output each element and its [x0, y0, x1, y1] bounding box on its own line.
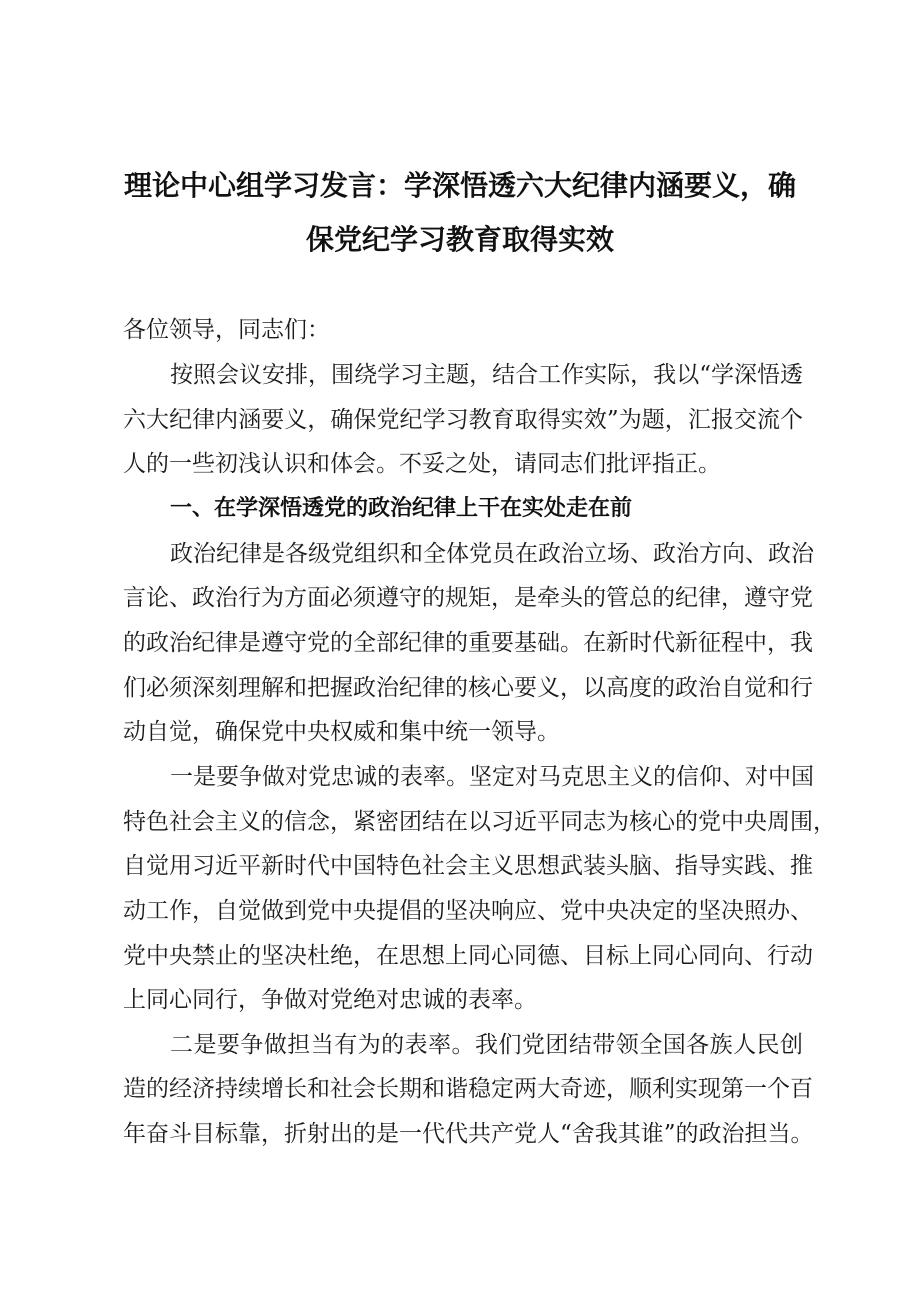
salutation: 各位领导，同志们：	[123, 317, 330, 343]
para2-line-6: 上同心同行，争做对党绝对忠诚的表率。	[123, 987, 537, 1013]
para1-line-1: 政治纪律是各级党组织和全体党员在政治立场、政治方向、政治	[170, 541, 814, 567]
document-title-line-2: 保党纪学习教育取得实效	[305, 223, 614, 256]
para3-line-1: 二是要争做担当有为的表率。我们党团结带领全国各族人民创	[170, 1032, 803, 1058]
document-title-line-1: 理论中心组学习发言：学深悟透六大纪律内涵要义，确	[123, 169, 796, 202]
para2-line-3: 自觉用习近平新时代中国特色社会主义思想武装头脑、指导实践、推	[123, 853, 813, 879]
para2-line-2: 特色社会主义的信念，紧密团结在以习近平同志为核心的党中央周围，	[123, 809, 836, 835]
para1-line-5: 动自觉，确保党中央权威和集中统一领导。	[123, 719, 560, 745]
para1-line-3: 的政治纪律是遵守党的全部纪律的重要基础。在新时代新征程中，我	[123, 630, 813, 656]
para3-line-2: 造的经济持续增长和社会长期和谐稳定两大奇迹，顺利实现第一个百	[123, 1076, 813, 1102]
intro-line-3: 人的一些初浅认识和体会。不妥之处，请同志们批评指正。	[123, 451, 721, 477]
para2-line-1: 一是要争做对党忠诚的表率。坚定对马克思主义的信仰、对中国	[170, 764, 814, 790]
section-1-heading: 一、在学深悟透党的政治纪律上干在实处走在前	[170, 496, 633, 521]
intro-line-2: 六大纪律内涵要义，确保党纪学习教育取得实效”为题，汇报交流个	[123, 407, 803, 433]
para1-line-2: 言论、政治行为方面必须遵守的规矩，是牵头的管总的纪律，遵守党	[123, 585, 813, 611]
para2-line-4: 动工作，自觉做到党中央提倡的坚决响应、党中央决定的坚决照办、	[123, 898, 813, 924]
intro-line-1: 按照会议安排，围绕学习主题，结合工作实际，我以“学深悟透	[170, 362, 803, 388]
para2-line-5: 党中央禁止的坚决杜绝，在思想上同心同德、目标上同心同向、行动	[123, 943, 813, 969]
para3-line-3: 年奋斗目标靠，折射出的是一代代共产党人“舍我其谁”的政治担当。	[123, 1121, 814, 1147]
para1-line-4: 们必须深刻理解和把握政治纪律的核心要义，以高度的政治自觉和行	[123, 675, 813, 701]
